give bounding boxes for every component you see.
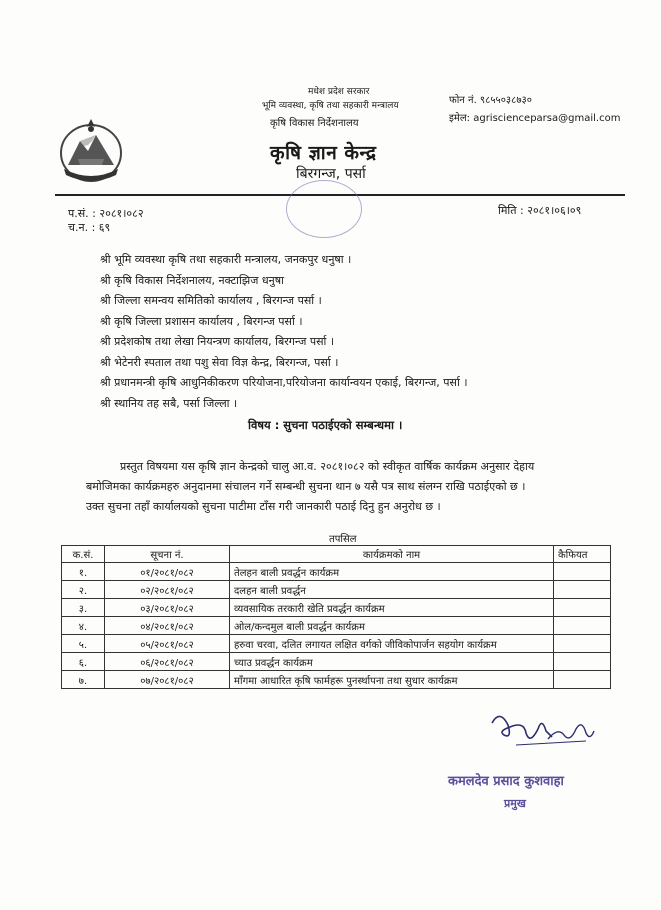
office-title: कृषि ज्ञान केन्द्र (270, 142, 377, 164)
letter-body (86, 457, 602, 517)
phone-number: फोन नं. ९८५५०३८७३० (449, 95, 532, 106)
cell-remarks (554, 635, 611, 653)
ministry-name: भूमि व्यवस्था, कृषि तथा सहकारी मन्त्रालय (262, 101, 399, 111)
body-line: उक्त सुचना तहाँ कार्यालयको सुचना पाटीमा टाँस गरी जानकारी पठाई दिनु हुन अनुरोध छ । (86, 500, 441, 513)
cell-notice: ०२/२०८१/०८२ (105, 581, 230, 599)
body-line: बमोजिमका कार्यक्रमहरु अनुदानमा संचालन गर्ने सम्बन्धी सुचना थान ७ यसै पत्र साथ संलग्न राखि पठाईएको छ । (86, 480, 526, 493)
recipient-item: श्री प्रदेशकोष तथा लेखा नियन्त्रण कार्यालय, बिरगन्ज पर्सा । (100, 335, 335, 348)
table-row (62, 653, 611, 671)
table-header-row (62, 546, 611, 563)
cell-program: दलहन बाली प्रवर्द्धन (230, 581, 554, 599)
cell-program: च्याउ प्रवर्द्धन कार्यक्रम (230, 653, 554, 671)
column-header-remarks: कैफियत (554, 546, 611, 563)
cell-notice: ०१/२०८१/०८२ (105, 563, 230, 581)
letter-number: प.सं. : २०८१।०८२ (68, 207, 144, 220)
column-header-notice: सूचना नं. (105, 546, 230, 563)
cell-sn: १. (62, 563, 105, 581)
table-row (62, 581, 611, 599)
cell-program: ओल/कन्दमुल बाली प्रवर्द्धन कार्यक्रम (230, 617, 554, 635)
cell-remarks (554, 617, 611, 635)
cell-program: व्यवसायिक तरकारी खेति प्रवर्द्धन कार्यक्रम (230, 599, 554, 617)
cell-sn: ५. (62, 635, 105, 653)
cell-remarks (554, 671, 611, 689)
table-row (62, 617, 611, 635)
handwritten-signature (486, 705, 596, 755)
cell-remarks (554, 653, 611, 671)
recipient-item: श्री प्रधानमन्त्री कृषि आधुनिकीकरण परियोजना,परियोजना कार्यान्वयन एकाई, बिरगन्ज, पर्सा । (100, 376, 468, 389)
cell-sn: ७. (62, 671, 105, 689)
recipient-item: श्री कृषि विकास निर्देशनालय, नक्टाझिज धनुषा (100, 273, 284, 287)
recipient-item: श्री जिल्ला समन्वय समितिको कार्यालय , बिरगन्ज पर्सा । (100, 294, 322, 307)
cell-sn: ४. (62, 617, 105, 635)
program-table (61, 545, 611, 689)
nepal-emblem-icon (58, 115, 124, 185)
signatory-name: कमलदेव प्रसाद कुशवाहा (448, 774, 564, 789)
letter-subject: विषय : सुचना पठाईएको सम्बन्धमा । (248, 418, 403, 432)
column-header-sn: क.सं. (62, 546, 105, 563)
directorate-name: कृषि विकास निर्देशनालय (270, 118, 359, 129)
body-line: प्रस्तुत विषयमा यस कृषि ज्ञान केन्द्रको चालु आ.व. २०८१।०८२ को स्वीकृत वार्षिक कार्यक्रम अनुसार देहाय (120, 460, 535, 473)
email-address: इमेल: agriscienceparsa@gmail.com (449, 113, 621, 124)
table-row (62, 635, 611, 653)
letter-date: मिति : २०८१।०६।०९ (498, 204, 582, 217)
recipient-item: श्री स्थानिय तह सबै, पर्सा जिल्ला । (100, 396, 238, 410)
cell-sn: ३. (62, 599, 105, 617)
table-row (62, 671, 611, 689)
table-row (62, 563, 611, 581)
office-location: बिरगन्ज, पर्सा (296, 166, 366, 182)
cell-notice: ०५/२०८१/०८२ (105, 635, 230, 653)
signatory-title: प्रमुख (504, 797, 526, 810)
cell-remarks (554, 599, 611, 617)
cell-remarks (554, 563, 611, 581)
cell-notice: ०४/२०८१/०८२ (105, 617, 230, 635)
recipient-item: श्री भेटेनरी स्पताल तथा पशु सेवा विज्ञ केन्द्र, बिरगन्ज, पर्सा । (100, 355, 339, 369)
cell-notice: ०७/२०८१/०८२ (105, 671, 230, 689)
government-name: मधेश प्रदेश सरकार (308, 87, 370, 97)
dispatch-number: च.न. : ६९ (68, 221, 111, 234)
cell-program: तेलहन बाली प्रवर्द्धन कार्यक्रम (230, 563, 554, 581)
table-row (62, 599, 611, 617)
cell-program: माँगमा आधारित कृषि फार्महरू पुनर्स्थापना तथा सुधार कार्यक्रम (230, 671, 554, 689)
cell-notice: ०३/२०८१/०८२ (105, 599, 230, 617)
cell-sn: ६. (62, 653, 105, 671)
recipient-item: श्री कृषि जिल्ला प्रशासन कार्यालय , बिरगन्ज पर्सा । (100, 314, 303, 328)
recipient-list (100, 250, 468, 414)
cell-program: हरुवा चरवा, दलित लगायत लक्षित वर्गको जीविकोपार्जन सहयोग कार्यक्रम (230, 635, 554, 653)
cell-remarks (554, 581, 611, 599)
column-header-program: कार्यक्रमको नाम (230, 546, 554, 563)
table-caption: तपसिल (329, 534, 357, 545)
cell-sn: २. (62, 581, 105, 599)
recipient-item: श्री भूमि व्यवस्था कृषि तथा सहकारी मन्त्रालय, जनकपुर धनुषा । (100, 253, 352, 266)
office-stamp (286, 180, 362, 238)
cell-notice: ०६/२०८१/०८२ (105, 653, 230, 671)
